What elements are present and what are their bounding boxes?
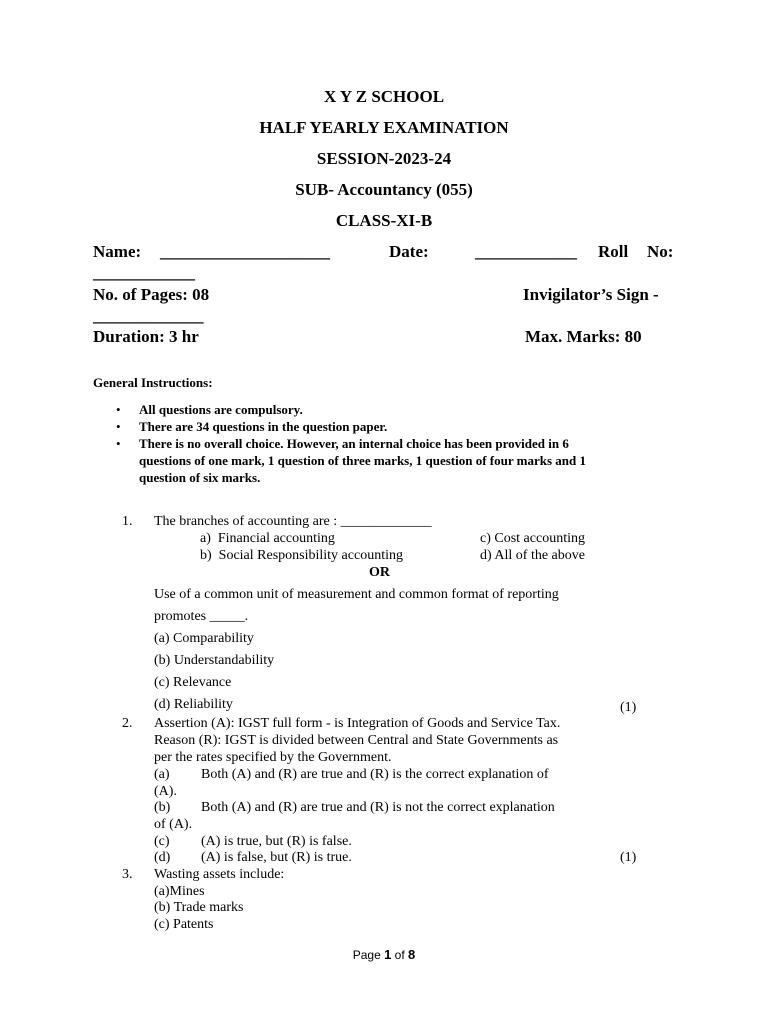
q2-option-d-label: (d): [154, 850, 171, 865]
q2-option-a: Both (A) and (R) are true and (R) is the correct explanation of: [201, 767, 549, 782]
q3-text: Wasting assets include:: [154, 867, 285, 882]
q1-text: The branches of accounting are : _____________: [154, 514, 432, 529]
q2-number: 2.: [122, 716, 133, 731]
name-label: Name:: [93, 242, 142, 261]
roll-blank: ____________: [93, 263, 195, 282]
q2-option-d: (A) is false, but (R) is true.: [201, 850, 352, 865]
subject: SUB- Accountancy (055): [295, 180, 473, 199]
roll-label: Roll: [598, 242, 629, 261]
q2-option-b-label: (b): [154, 800, 171, 815]
page-of: of: [394, 948, 405, 962]
roll-no-label: No:: [647, 242, 674, 261]
q1-alt-line2: promotes _____.: [154, 609, 249, 624]
q2-option-c-label: (c): [154, 834, 170, 849]
q2-assertion: Assertion (A): IGST full form - is Integration of Goods and Service Tax.: [154, 716, 561, 731]
q2-option-c: (A) is true, but (R) is false.: [201, 834, 352, 849]
pages-label: No. of Pages: 08: [93, 285, 210, 304]
q3-option-a: (a)Mines: [154, 884, 205, 899]
q2-option-b-cont: of (A).: [154, 817, 193, 832]
q3-number: 3.: [122, 867, 133, 882]
instruction-item: There are 34 questions in the question paper.: [139, 419, 388, 434]
q3-option-c: (c) Patents: [154, 917, 214, 932]
invigilator-blank: _____________: [93, 306, 204, 325]
q1-alt-option-a: (a) Comparability: [154, 631, 254, 646]
instructions-title: General Instructions:: [93, 375, 213, 390]
class: CLASS-XI-B: [335, 211, 433, 230]
session: SESSION-2023-24: [316, 149, 452, 168]
q1-marks: (1): [620, 700, 637, 715]
q2-marks: (1): [620, 850, 637, 865]
q1-option-a: a) Financial accounting: [200, 531, 335, 546]
q1-alt-option-c: (c) Relevance: [154, 675, 232, 690]
duration-label: Duration: 3 hr: [93, 327, 199, 346]
q2-reason: Reason (R): IGST is divided between Central and State Governments as: [154, 733, 559, 748]
instruction-item: All questions are compulsory.: [139, 402, 303, 417]
q1-alt-option-d: (d) Reliability: [154, 697, 233, 712]
date-label: Date:: [389, 242, 429, 261]
q1-option-d: d) All of the above: [480, 548, 585, 563]
q2-option-b: Both (A) and (R) are true and (R) is not the correct explanation: [201, 800, 555, 815]
q2-option-a-label: (a): [154, 767, 170, 782]
page-footer: [0, 947, 768, 962]
school-name: X Y Z SCHOOL: [323, 87, 445, 106]
q3-option-b: (b) Trade marks: [154, 900, 244, 915]
invigilator-label: Invigilator’s Sign -: [523, 285, 659, 304]
name-blank: ____________________: [160, 242, 330, 261]
bullet-icon: •: [116, 419, 121, 434]
max-marks-label: Max. Marks: 80: [525, 327, 642, 346]
page-current: 1: [384, 947, 392, 962]
instruction-item: There is no overall choice. However, an internal choice has been provided in 6: [139, 436, 569, 451]
q1-alt-line1: Use of a common unit of measurement and common format of reporting: [154, 587, 559, 602]
q2-option-a-cont: (A).: [154, 784, 177, 799]
page-total: 8: [408, 947, 416, 962]
q1-alt-option-b: (b) Understandability: [154, 653, 275, 668]
bullet-icon: •: [116, 402, 121, 417]
date-blank: ____________: [475, 242, 577, 261]
exam-title: HALF YEARLY EXAMINATION: [259, 118, 509, 137]
q2-reason-cont: per the rates specified by the Government.: [154, 750, 392, 765]
q1-or: OR: [369, 565, 390, 580]
page-word: Page: [352, 948, 381, 962]
q1-option-c: c) Cost accounting: [480, 531, 585, 546]
q1-number: 1.: [122, 514, 133, 529]
instruction-item-cont: questions of one mark, 1 question of three marks, 1 question of four marks and 1: [139, 453, 586, 468]
bullet-icon: •: [116, 436, 121, 451]
instruction-item-cont: question of six marks.: [139, 470, 261, 485]
q1-option-b: b) Social Responsibility accounting: [200, 548, 403, 563]
